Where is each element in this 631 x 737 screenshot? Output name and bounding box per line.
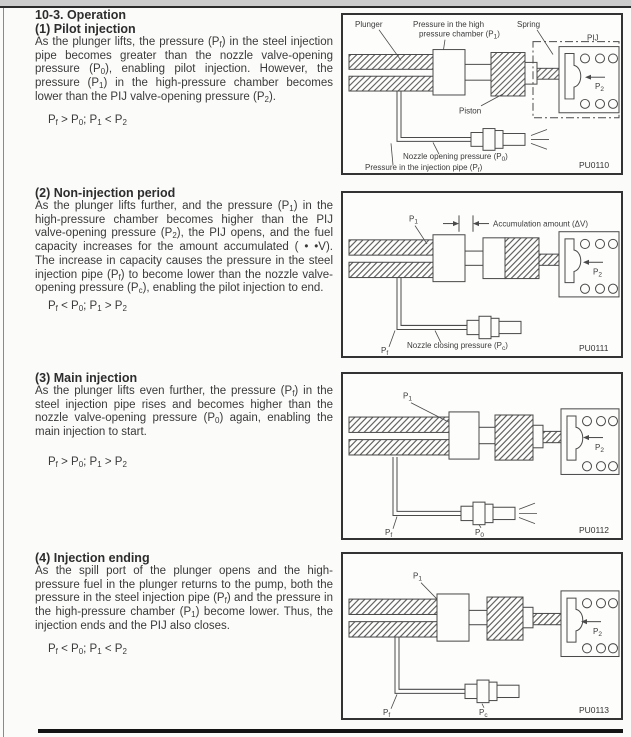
section-3-formula: $P_f > P_0$; $P_1 > P_2$ xyxy=(48,455,127,469)
injection-nozzle xyxy=(471,129,549,151)
diagram-pilot-injection xyxy=(343,15,621,173)
leader-line xyxy=(391,143,393,165)
section-main-injection xyxy=(35,371,333,468)
chamber-pressure-label-line1: Pressure in the high xyxy=(413,19,485,29)
figure-non-injection xyxy=(341,191,623,358)
page-title: 10-3. Operation xyxy=(35,8,126,22)
injection-pipe xyxy=(397,91,471,141)
accumulation-label: Accumulation amount (ΔV) xyxy=(493,219,589,229)
p2-label: $P_2$ xyxy=(595,82,604,94)
p1-label: $P_1$ xyxy=(403,391,412,403)
left-page-edge xyxy=(3,8,4,737)
section-2-formula: $P_f < P_0$; $P_1 > P_2$ xyxy=(48,299,127,313)
piston xyxy=(495,415,563,460)
pij-valve xyxy=(561,591,619,657)
figure-code: PU0113 xyxy=(579,704,610,715)
diagram-main-injection xyxy=(343,374,621,538)
plunger-label: Plunger xyxy=(355,19,383,29)
chamber-pressure-label-line2: pressure chamber $(P_1)$ xyxy=(419,29,500,41)
section-4-formula: $P_f < P_0$; $P_1 < P_2$ xyxy=(48,642,127,656)
figure-injection-ending xyxy=(341,552,623,720)
pij-label: PIJ xyxy=(587,33,599,43)
p1-label: $P_1$ xyxy=(413,571,422,583)
p2-label: $P_2$ xyxy=(593,267,602,279)
section-non-injection xyxy=(35,186,333,312)
nozzle-pressure-label: Nozzle opening pressure $(P_0)$ xyxy=(403,152,508,164)
leader-line xyxy=(393,516,397,528)
section-3-body: As the plunger lifts even further, the pressure $(P_f)$ in the steel injection pipe rises and becomes higher than the nozzle valve-opening pressure $(P_0)$ again, enabling the main injection to start. xyxy=(35,385,333,439)
pij-valve xyxy=(559,232,619,297)
p2-label: $P_2$ xyxy=(595,442,604,454)
diagram-non-injection xyxy=(343,193,621,356)
spring-label: Spring xyxy=(517,19,541,29)
injection-nozzle xyxy=(465,680,519,703)
pf-label: $P_f$ xyxy=(383,707,391,718)
leader-line xyxy=(389,331,395,347)
spray-lines xyxy=(519,503,537,524)
pf-label: $P_f$ xyxy=(385,527,393,538)
p0-label: $P_0$ xyxy=(475,527,484,538)
section-4-body: As the spill port of the plunger opens and the high-pressure fuel in the plunger returns to the pump, both the pressure in the steel injection pipe $(P_f)$ and the pressure in the high-pressure chamber $(P_1)$ become lower. Thus, the injection ends and the PIJ also closes. xyxy=(35,565,334,632)
pf-label: $P_f$ xyxy=(381,345,389,356)
leader-line xyxy=(391,694,397,708)
plunger-assembly xyxy=(349,50,491,95)
injection-pipe xyxy=(397,278,467,330)
piston xyxy=(487,597,561,640)
p2-label: $P_2$ xyxy=(593,626,602,639)
section-1-heading: (1) Pilot injection xyxy=(35,22,136,36)
piston xyxy=(491,53,565,96)
section-4-heading: (4) Injection ending xyxy=(35,551,150,565)
pipe-pressure-label: Pressure in the injection pipe $(P_f)$ xyxy=(365,163,483,173)
section-1-body: As the plunger lifts, the pressure $(P_f)$ in the steel injection pipe becomes greater than the nozzle valve-opening pressure $(P_0)$, enabling pilot injection. However, the pressure $(P_1)$ in the high-pressure chamber becomes lower than the PIJ valve-opening pressure $(P_2)$. xyxy=(35,36,333,104)
injection-pipe xyxy=(393,457,461,515)
piston-label: Piston xyxy=(459,106,482,116)
pij-valve xyxy=(561,409,619,475)
section-1-formula: $P_f > P_0$; $P_1 < P_2$ xyxy=(48,113,127,127)
section-3-heading: (3) Main injection xyxy=(35,371,138,385)
figure-code: PU0112 xyxy=(579,524,610,535)
figure-pilot-injection xyxy=(341,13,623,175)
plunger-assembly xyxy=(349,412,495,459)
figure-main-injection xyxy=(341,372,623,540)
accumulation-dimension xyxy=(443,215,489,231)
figure-code: PU0111 xyxy=(579,342,609,353)
section-pilot-injection xyxy=(35,8,333,126)
piston xyxy=(483,238,561,279)
plunger-assembly xyxy=(349,235,483,282)
plunger-assembly xyxy=(349,594,487,641)
section-injection-ending xyxy=(35,551,333,655)
diagram-injection-ending xyxy=(343,554,621,718)
spray-lines xyxy=(531,130,549,150)
figure-code: PU0110 xyxy=(579,160,610,171)
footer-rule xyxy=(38,729,623,733)
injection-nozzle xyxy=(461,502,537,525)
injection-pipe xyxy=(395,637,465,693)
injection-nozzle xyxy=(467,316,521,338)
section-2-heading: (2) Non-injection period xyxy=(35,186,176,200)
section-2-body: As the plunger lifts further, and the pressure $(P_1)$ in the high-pressure chamber becomes higher than the PIJ valve-opening pressure $(P_2)$, the PIJ opens, and the fuel capacity increases for the amount accumulated ( • •V). The increase in capacity causes the pressure in the steel injection pipe $(P_f)$ to become lower than the nozzle valve-opening pressure $(P_c)$, enabling the pilot injection to end. xyxy=(35,200,334,296)
nozzle-pressure-label: Nozzle closing pressure $(P_c)$ xyxy=(407,340,508,352)
p1-label: $P_1$ xyxy=(409,214,418,226)
pc-label: $P_c$ xyxy=(479,707,488,718)
